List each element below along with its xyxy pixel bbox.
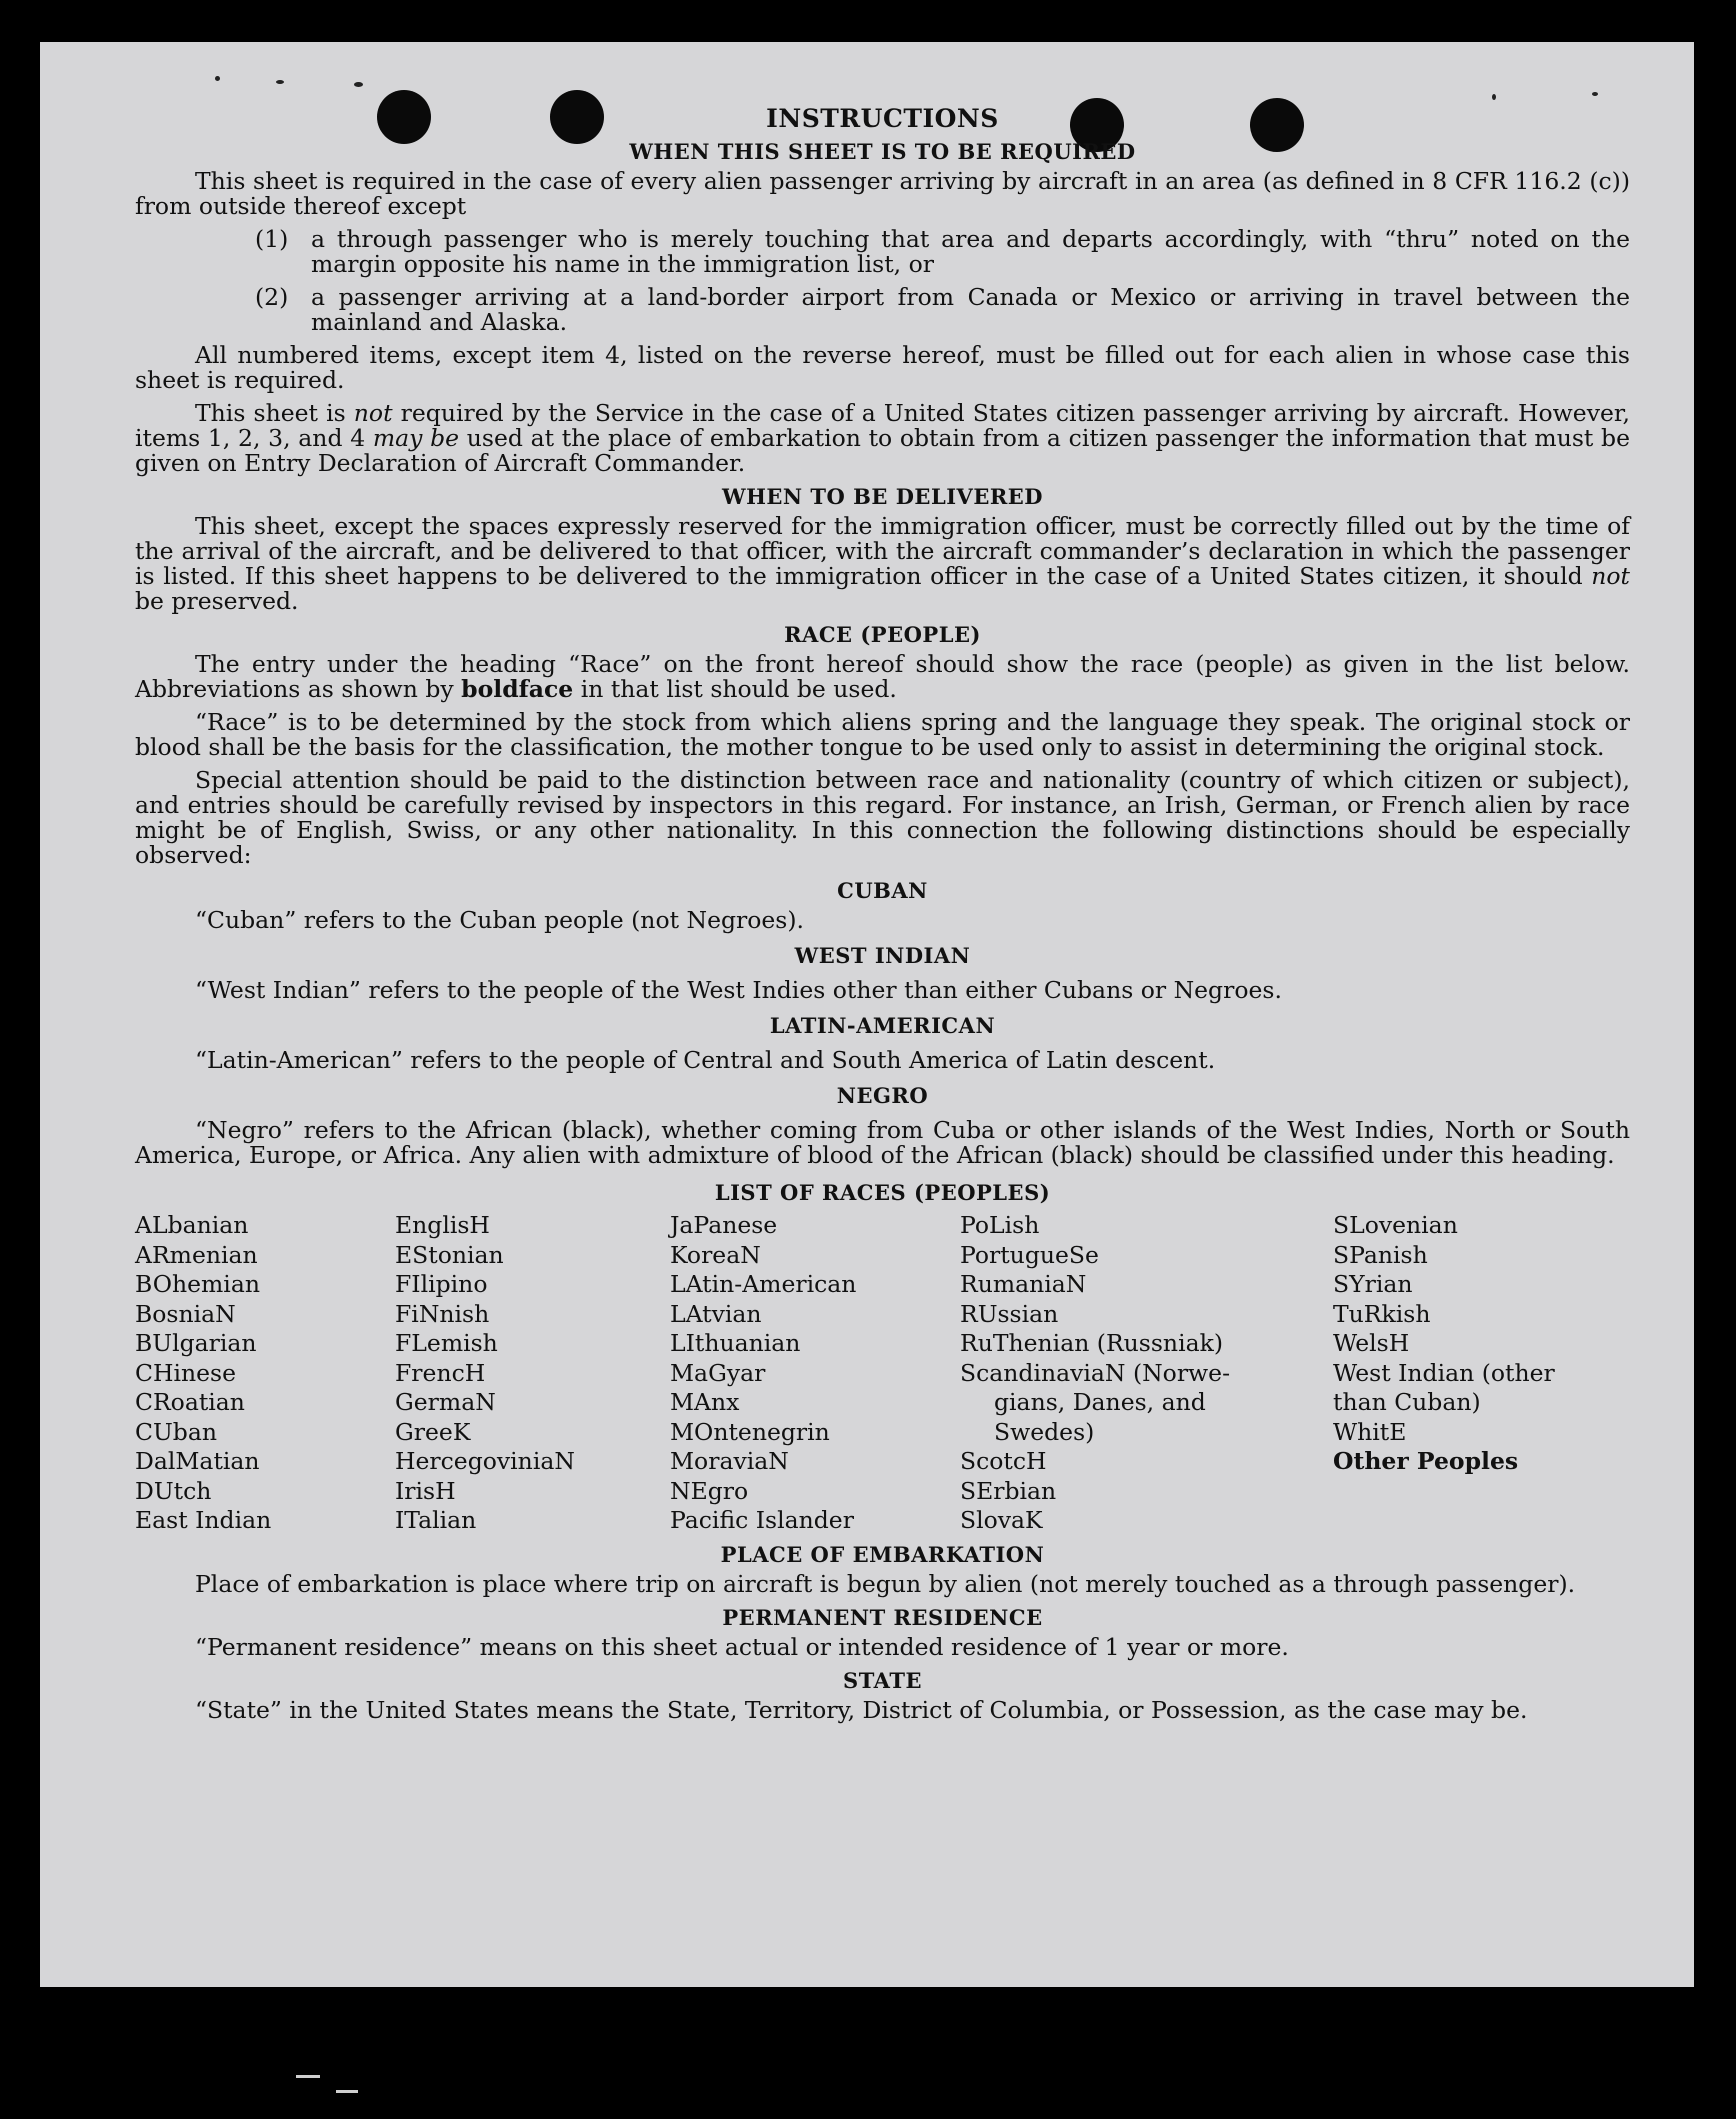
race-entry: IrisH <box>395 1476 456 1505</box>
italic-may-be: may be <box>372 424 460 452</box>
text-span: be preserved. <box>135 587 299 615</box>
heading-residence: PERMANENT RESIDENCE <box>722 1604 1043 1630</box>
race-entry: RUssian <box>960 1299 1059 1328</box>
race-entry: MOntenegrin <box>670 1417 830 1446</box>
exception-text: a passenger arriving at a land-border airport from Canada or Mexico or arriving in travel between the mainland and Alaska. <box>311 283 1630 336</box>
races-column-4-bottom <box>960 1447 1333 1536</box>
race-entry: EStonian <box>395 1240 504 1269</box>
race-entry: FIlipino <box>395 1270 488 1298</box>
italic-not: not <box>1591 562 1630 590</box>
race-entry: GreeK <box>395 1417 471 1446</box>
race-entry: JaPanese <box>670 1211 778 1239</box>
state-paragraph: “State” in the United States means the State, Territory, District of Columbia, or Possession, as the case may be. <box>195 1695 1528 1724</box>
text-span: This sheet, except the spaces expressly reserved for the immigration officer, must be correctly filled out by the time of the arrival of the aircraft, and be delivered to that officer, with the aircraft commander’s declaration in which the passenger is listed. If this sheet happens to be delivered to the immigration officer in the case of a United States citizen, it should <box>135 512 1630 590</box>
race-entry: FrencH <box>395 1358 486 1387</box>
embarkation-paragraph: Place of embarkation is place where trip on aircraft is begun by alien (not merely touched as a through passenger). <box>195 1569 1576 1598</box>
race-entry: SErbian <box>960 1476 1057 1505</box>
race-entry: ALbanian <box>135 1211 249 1239</box>
race-paragraph-2: “Race” is to be determined by the stock from which aliens spring and the language they speak. The original stock or blood shall be the basis for the classification, the mother tongue to be used only to assist in determining the original stock. <box>135 708 1630 761</box>
race-paragraph-3: Special attention should be paid to the distinction between race and nationality (country of which citizen or subject), and entries should be carefully revised by inspectors in this regard. For instance, an Irish, German, or French alien by race might be of English, Swiss, or any other nationality. In this connection the following distinctions should be especially observed: <box>135 766 1630 869</box>
cuban-paragraph: “Cuban” refers to the Cuban people (not Negroes). <box>195 906 805 934</box>
heading-latin-american: LATIN-AMERICAN <box>769 1013 996 1038</box>
heading-west-indian: WEST INDIAN <box>794 943 971 968</box>
race-paragraph-1 <box>135 652 1630 702</box>
speck <box>276 80 284 84</box>
race-entry: DalMatian <box>135 1447 260 1475</box>
race-entry-continuation: than Cuban) <box>1333 1388 1481 1416</box>
document-sheet <box>40 42 1694 1987</box>
scan-mark <box>296 2075 320 2078</box>
race-entry: FiNnish <box>395 1299 490 1328</box>
race-entry: PortugueSe <box>960 1240 1099 1269</box>
race-entry: MoraviaN <box>670 1447 789 1475</box>
races-column-5 <box>1333 1211 1598 1536</box>
races-list <box>135 1211 1630 1536</box>
race-entry: Other Peoples <box>1333 1447 1519 1475</box>
race-entry: East Indian <box>135 1506 272 1534</box>
text-span: The entry under the heading “Race” on the front hereof should show the race (people) as given in the list below. Abbreviations as shown by <box>135 650 1630 703</box>
race-entry: LIthuanian <box>670 1329 801 1357</box>
race-entry: RuThenian (Russniak) <box>960 1329 1223 1357</box>
text-span: used at the place of embarkation to obtain from a citizen passenger the information that must be given on Entry Declaration of Aircraft Commander. <box>135 424 1630 477</box>
race-entry: RumaniaN <box>960 1270 1087 1298</box>
speck <box>1492 94 1496 100</box>
italic-not: not <box>353 399 393 427</box>
races-column-3 <box>670 1211 960 1536</box>
race-entry: SLovenian <box>1333 1211 1458 1239</box>
race-entry: MaGyar <box>670 1358 766 1387</box>
race-entry: LAtvian <box>670 1299 762 1328</box>
race-entry: WhitE <box>1333 1417 1407 1446</box>
heading-race: RACE (PEOPLE) <box>784 622 981 647</box>
race-entry: CHinese <box>135 1358 236 1387</box>
latin-american-paragraph: “Latin-American” refers to the people of Central and South America of Latin descent. <box>195 1046 1216 1074</box>
race-entry: ARmenian <box>135 1240 258 1269</box>
citizen-paragraph <box>135 401 1630 476</box>
races-column-2 <box>395 1211 670 1536</box>
text-span: This sheet is <box>195 399 354 427</box>
exception-text: a through passenger who is merely touching that area and departs accordingly, with “thru” noted on the margin opposite his name in the immigration list, or <box>311 225 1630 278</box>
speck <box>215 76 220 81</box>
race-entry: EnglisH <box>395 1211 490 1239</box>
race-entry: DUtch <box>135 1476 212 1505</box>
race-entry: CRoatian <box>135 1388 245 1416</box>
when-required-intro: This sheet is required in the case of every alien passenger arriving by aircraft in an area (as defined in 8 CFR 116.2 (c)) from outside thereof except <box>135 167 1630 220</box>
race-entry: FLemish <box>395 1329 498 1357</box>
race-entry-continuation: Swedes) <box>994 1417 1095 1446</box>
races-column-4 <box>960 1211 1333 1536</box>
races-column-5-top <box>1333 1211 1598 1359</box>
race-entry: MAnx <box>670 1388 740 1416</box>
race-entry: PoLish <box>960 1211 1040 1239</box>
exception-item-1 <box>135 227 1630 277</box>
exception-item-2 <box>135 285 1630 335</box>
when-delivered-paragraph <box>135 514 1630 614</box>
heading-when-delivered: WHEN TO BE DELIVERED <box>721 484 1043 509</box>
race-entry-continuation <box>960 1388 1333 1418</box>
race-entry: LAtin-American <box>670 1270 857 1298</box>
heading-cuban: CUBAN <box>837 878 928 903</box>
exception-number: (1) <box>255 225 289 253</box>
race-entry: BOhemian <box>135 1270 260 1298</box>
races-column-1 <box>135 1211 395 1536</box>
exception-number: (2) <box>255 283 289 311</box>
text-span: gians, Danes, and <box>994 1388 1206 1416</box>
text-span: required by the Service in the case of a United States citizen passenger arriving by aircraft. However, items 1, 2, 3, and 4 <box>135 399 1630 452</box>
race-entry: Pacific Islander <box>670 1506 854 1534</box>
race-entry: CUban <box>135 1417 217 1446</box>
instructions-content <box>135 104 1630 1731</box>
race-entry: WelsH <box>1333 1329 1410 1357</box>
race-entry: West Indian (other <box>1333 1358 1555 1387</box>
race-entry: BUlgarian <box>135 1329 257 1357</box>
race-entry: SYrian <box>1333 1270 1413 1298</box>
residence-paragraph: “Permanent residence” means on this sheet actual or intended residence of 1 year or more. <box>195 1632 1289 1661</box>
heading-list-of-races: LIST OF RACES (PEOPLES) <box>714 1180 1051 1205</box>
heading-embarkation: PLACE OF EMBARKATION <box>720 1541 1045 1567</box>
race-entry: GermaN <box>395 1388 496 1416</box>
race-entry: SPanish <box>1333 1240 1428 1269</box>
race-entry: ScotcH <box>960 1447 1047 1475</box>
race-entry: HercegoviniaN <box>395 1447 575 1475</box>
race-entry: KoreaN <box>670 1240 761 1269</box>
scan-mark <box>336 2090 358 2093</box>
heading-state: STATE <box>843 1667 922 1693</box>
west-indian-paragraph: “West Indian” refers to the people of the West Indies other than either Cubans or Negroes. <box>195 976 1282 1004</box>
race-entry: ScandinaviaN (Norwe- <box>960 1358 1231 1387</box>
speck <box>1592 92 1598 96</box>
race-entry: ITalian <box>395 1506 477 1534</box>
bold-boldface: boldface <box>461 675 574 703</box>
race-entry: NEgro <box>670 1476 749 1505</box>
negro-paragraph: “Negro” refers to the African (black), whether coming from Cuba or other islands of the West Indies, North or South America, Europe, or Africa. Any alien with admixture of blood of the African (black) should be classified under this heading. <box>135 1116 1630 1169</box>
race-entry: TuRkish <box>1333 1299 1431 1328</box>
race-entry: BosniaN <box>135 1299 236 1328</box>
races-column-4-top <box>960 1211 1333 1359</box>
speck <box>354 82 363 87</box>
heading-when-required: WHEN THIS SHEET IS TO BE REQUIRED <box>629 139 1136 164</box>
race-entry: SlovaK <box>960 1506 1043 1534</box>
text-span: in that list should be used. <box>573 675 897 703</box>
numbered-items-paragraph: All numbered items, except item 4, listed on the reverse hereof, must be filled out for each alien in whose case this sheet is required. <box>135 341 1630 394</box>
heading-negro: NEGRO <box>836 1083 929 1108</box>
page-title: INSTRUCTIONS <box>766 104 999 133</box>
